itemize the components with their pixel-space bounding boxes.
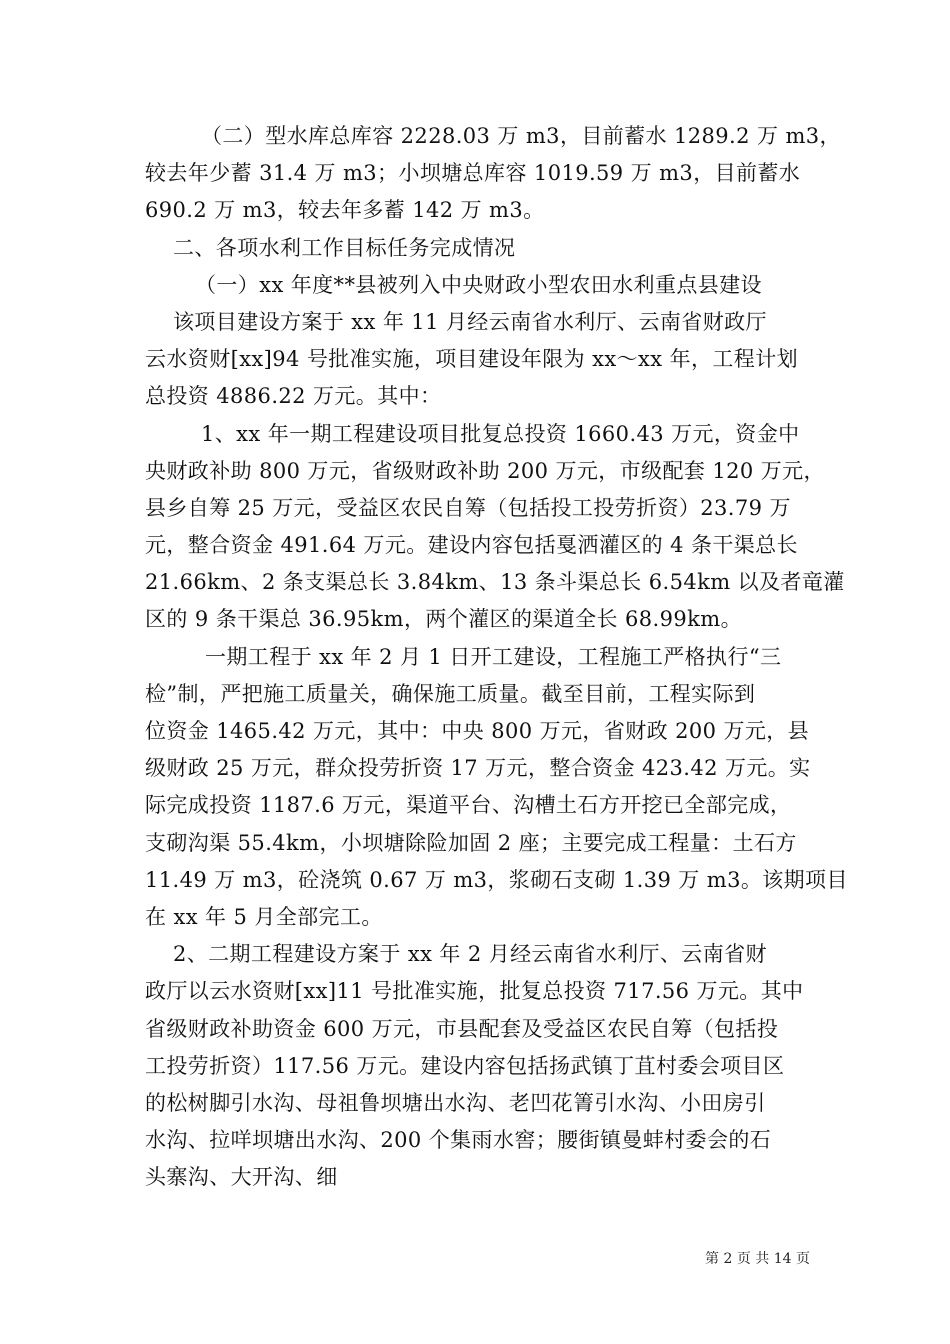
text-line: （二）型水库总库容 2228.03 万 m3，目前蓄水 1289.2 万 m3， xyxy=(201,124,841,148)
text-line: 区的 9 条干渠总 36.95km，两个灌区的渠道全长 68.99km。 xyxy=(145,607,742,632)
text-line: 1、xx 年一期工程建设项目批复总投资 1660.43 万元，资金中 xyxy=(201,421,800,446)
text-line: 县乡自筹 25 万元，受益区农民自筹（包括投工投劳折资）23.79 万 xyxy=(145,495,791,520)
text-line: 较去年少蓄 31.4 万 m3；小坝塘总库容 1019.59 万 m3，目前蓄水 xyxy=(145,161,801,186)
text-line: 的松树脚引水沟、母祖鲁坝塘出水沟、老凹花箐引水沟、小田房引 xyxy=(145,1090,766,1115)
text-line: 头寨沟、大开沟、细 xyxy=(145,1165,338,1190)
page-number: 第 2 页 共 14 页 xyxy=(705,1251,810,1267)
document-body xyxy=(145,118,848,1196)
text-line: 位资金 1465.42 万元，其中：中央 800 万元，省财政 200 万元，县 xyxy=(145,719,810,743)
text-line: 2、二期工程建设方案于 xx 年 2 月经云南省水利厅、云南省财 xyxy=(173,942,767,967)
text-line: 一期工程于 xx 年 2 月 1 日开工建设，工程施工严格执行“三 xyxy=(205,644,782,669)
text-line: 检”制，严把施工质量关，确保施工质量。截至目前，工程实际到 xyxy=(145,681,756,706)
text-line: 11.49 万 m3，砼浇筑 0.67 万 m3，浆砌石支砌 1.39 万 m3。该期项目 xyxy=(145,867,848,892)
text-line: 在 xx 年 5 月全部完工。 xyxy=(145,904,383,929)
text-line: 21.66km、2 条支渠总长 3.84km、13 条斗渠总长 6.54km 以及者竜灌 xyxy=(145,570,845,595)
text-line: 政厅以云水资财[xx]11 号批准实施，批复总投资 717.56 万元。其中 xyxy=(145,979,804,1004)
text-line: 二、各项水利工作目标任务完成情况 xyxy=(173,235,516,260)
text-line: 工投劳折资）117.56 万元。建设内容包括扬武镇丁苴村委会项目区 xyxy=(145,1053,785,1078)
text-line: 元，整合资金 491.64 万元。建设内容包括戛洒灌区的 4 条干渠总长 xyxy=(145,533,798,558)
text-line: 该项目建设方案于 xx 年 11 月经云南省水利厅、云南省财政厅 xyxy=(173,309,767,334)
text-line: 总投资 4886.22 万元。其中： xyxy=(145,384,442,409)
text-line: 云水资财[xx]94 号批准实施，项目建设年限为 xx～xx 年，工程计划 xyxy=(145,347,798,372)
text-line: 支砌沟渠 55.4km，小坝塘除险加固 2 座；主要完成工程量：土石方 xyxy=(145,830,797,855)
text-line: 690.2 万 m3，较去年多蓄 142 万 m3。 xyxy=(145,198,545,223)
text-line: 水沟、拉咩坝塘出水沟、200 个集雨水窖；腰街镇曼蚌村委会的石 xyxy=(145,1128,772,1153)
text-line: 省级财政补助资金 600 万元，市县配套及受益区农民自筹（包括投 xyxy=(145,1016,779,1041)
text-line: （一）xx 年度**县被列入中央财政小型农田水利重点县建设 xyxy=(195,272,762,297)
text-line: 级财政 25 万元，群众投劳折资 17 万元，整合资金 423.42 万元。实 xyxy=(145,756,811,781)
text-line: 际完成投资 1187.6 万元，渠道平台、沟槽土石方开挖已全部完成， xyxy=(145,793,792,818)
text-line: 央财政补助 800 万元，省级财政补助 200 万元，市级配套 120 万元， xyxy=(145,458,825,483)
